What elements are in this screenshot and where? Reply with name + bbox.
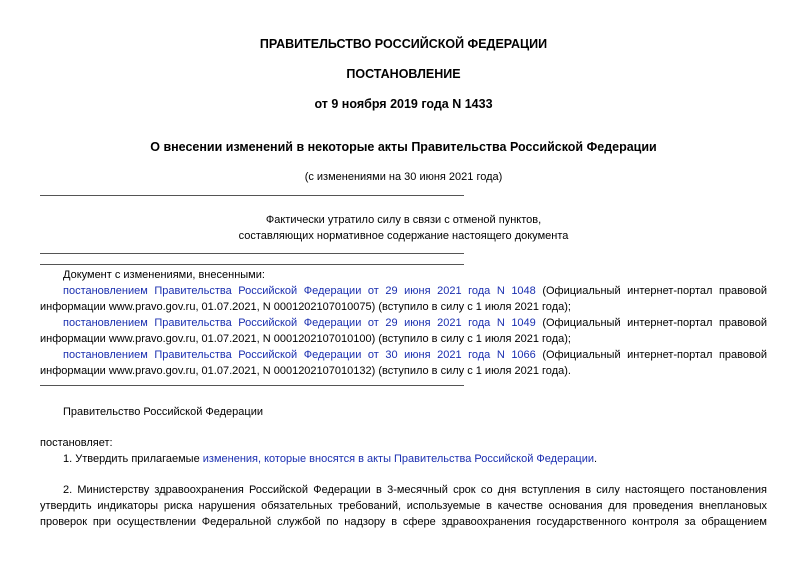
paragraph-1: 1. Утвердить прилагаемые изменения, которые вносятся в акты Правительства Российской Федерации. (63, 453, 598, 465)
change-link[interactable]: постановлением Правительства Российской Федерации от 29 июня 2021 года N 1048 (63, 285, 536, 297)
change-item-source: информации www.pravo.gov.ru, 01.07.2021, N 0001202107010132) (вступило в силу с 1 июля 2021 года). (40, 365, 571, 377)
document-type: ПОСТАНОВЛЕНИЕ (346, 67, 461, 81)
divider (40, 385, 464, 386)
change-item-source: информации www.pravo.gov.ru, 01.07.2021, N 0001202107010075) (вступило в силу с 1 июля 2021 года); (40, 301, 571, 313)
change-item: постановлением Правительства Российской Федерации от 29 июня 2021 года N 1048 (Официальный интернет-портал правовой (63, 285, 767, 297)
status-note-line2: составляющих нормативное содержание настоящего документа (238, 230, 569, 242)
divider (40, 264, 464, 265)
government-heading: ПРАВИТЕЛЬСТВО РОССИЙСКОЙ ФЕДЕРАЦИИ (259, 37, 548, 51)
document-subject: О внесении изменений в некоторые акты Правительства Российской Федерации (150, 140, 657, 154)
issuer: Правительство Российской Федерации (63, 406, 263, 418)
changes-intro: Документ с изменениями, внесенными: (63, 269, 265, 281)
change-item-source: информации www.pravo.gov.ru, 01.07.2021, N 0001202107010100) (вступило в силу с 1 июля 2021 года); (40, 333, 571, 345)
paragraph-2-line: 2. Министерству здравоохранения Российской Федерации в 3-месячный срок со дня вступления в силу настоящего постановления (63, 484, 767, 496)
paragraph-2-line: утвердить индикаторы риска нарушения обязательных требований, используемые в качестве основания для проведения внеплановых (40, 500, 767, 512)
paragraph-2-line: проверок при осуществлении Федеральной службой по надзору в сфере здравоохранения государственного контроля за обращением (40, 516, 767, 528)
revision-note: (с изменениями на 30 июня 2021 года) (304, 171, 503, 183)
change-item: постановлением Правительства Российской Федерации от 29 июня 2021 года N 1049 (Официальный интернет-портал правовой (63, 317, 767, 329)
change-item: постановлением Правительства Российской Федерации от 30 июня 2021 года N 1066 (Официальный интернет-портал правовой (63, 349, 767, 361)
change-link[interactable]: постановлением Правительства Российской Федерации от 30 июня 2021 года N 1066 (63, 349, 536, 361)
change-link[interactable]: постановлением Правительства Российской Федерации от 29 июня 2021 года N 1049 (63, 317, 536, 329)
divider (40, 253, 464, 254)
resolves: постановляет: (40, 437, 113, 449)
document-date-number: от 9 ноября 2019 года N 1433 (314, 97, 493, 111)
status-note-line1: Фактически утратило силу в связи с отменой пунктов, (265, 214, 542, 226)
divider (40, 195, 464, 196)
amendments-link[interactable]: изменения, которые вносятся в акты Правительства Российской Федерации (202, 453, 595, 465)
